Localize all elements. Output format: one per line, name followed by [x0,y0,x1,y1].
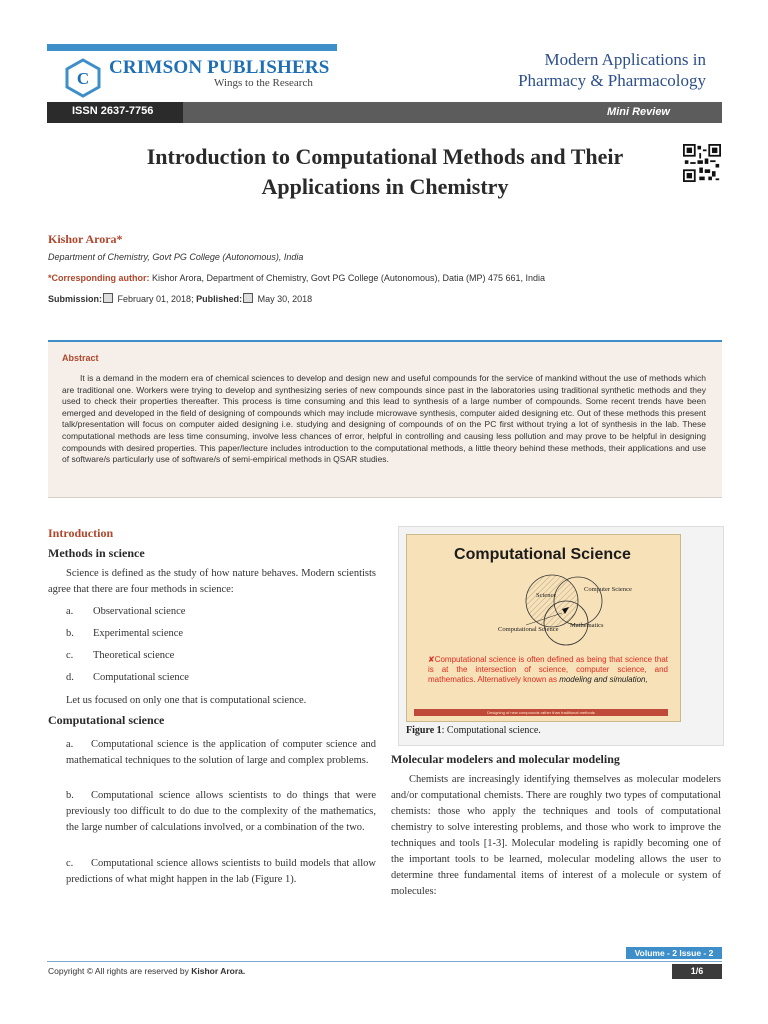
corresponding-author [48,273,545,283]
article-title [60,142,710,202]
venn-label: Computational Science [498,626,559,633]
author-affiliation: Department of Chemistry, Govt PG College (Autonomous), India [48,252,304,262]
molecular-modelers-heading: Molecular modelers and molecular modeling [391,752,620,766]
venn-diagram [496,573,636,653]
figure-description-emphasis: modeling and simulation, [559,675,648,684]
list-item [66,737,376,769]
corresponding-author-text: Kishor Arora, Department of Chemistry, Govt PG College (Autonomous), Datia (MP) 475 661, India [149,273,546,283]
list-item-text: Theoretical science [93,650,175,661]
list-marker: b. [66,628,74,639]
list-marker: a. [66,739,74,750]
list-marker: c. [66,858,74,869]
figure-title: Computational Science [454,546,631,563]
bullet-x-icon: ✘ [428,655,435,664]
copyright-author: Kishor Arora. [188,966,246,976]
list-item-text: Computational science allows scientists to do things that were previously too difficult to do due to the complexity of the mathematics, the large number of calculations involved, or a combination of the two. [66,790,376,833]
published-date: May 30, 2018 [255,294,313,304]
venn-label: Computer Science [584,586,632,593]
submission-date: February 01, 2018; [115,294,194,304]
list-item-text: Observational science [93,606,186,617]
venn-label: Science [536,592,557,599]
methods-heading: Methods in science [48,546,145,560]
journal-name [426,49,706,91]
list-item [66,628,183,639]
list-item [66,672,189,683]
publisher-name: CRIMSON PUBLISHERS [109,57,330,78]
abstract-heading: Abstract [62,353,99,363]
molecular-modelers-paragraph: Chemists are increasingly identifying themselves as molecular modelers and/or computational chemists. There are roughly two types of computational chemists: those who apply the techniques and tools of computational chemistry to solve interesting problems, and those who work to improve the techniques and tools [1-3]. Molecular modeling is rapidly becoming one of the important tools to be learned, molecular modeling allows the user to determine three fundamental items of interest of a molecule or system of molecules: [391,774,721,897]
journal-name-line1: Modern Applications in [544,50,706,69]
list-item-text: Computational science [93,672,189,683]
abstract-text: It is a demand in the modern era of chemical sciences to develop and design new and useful compounds for the service of mankind without the use of methods which are traditional one. Workers were trying to develop and synthesizing series of new compounds since past in the laboratories using traditional synthetic methods and they used to check their properties thereafter. This process is time consuming and this lead to synthesis of a large number of compounds. Some recent trends have been emerged and developed in the field of designing of compounds which may include microwave synthesis, computer aided designing etc. Out of these methods this present talk/presentation will focus on computer aided designing i.e. studying and designing of compounds of on the PC first without trying a lot of synthesis in the lab. These computational methods are less time consuming, involve less chances of error, helpful in controlling and causing less pollution and may prove to be helpful in designing compounds with desired properties. This paper/lecture includes introduction to the computational methods, a little theory behind these methods, their applications and use of software/s particularly use of software/s of semi-empirical methods in QSAR studies. [62,373,706,465]
figure-caption-label: Figure 1 [406,725,442,736]
copyright [48,966,245,976]
figure-description [428,655,668,685]
figure-strip-text: Designing of new compounds rather than traditional methods [487,710,595,715]
published-label: Published: [193,294,243,304]
list-marker: d. [66,672,74,683]
figure-description-text: Computational science is often defined as being that science that is at the intersection of science, computer science, and mathematics. Alternatively known as [428,655,668,684]
issn-label: ISSN 2637-7756 [72,105,154,117]
calendar-icon [243,293,253,303]
list-item [66,650,174,661]
venn-label: Mathematics [570,622,604,629]
svg-text:C: C [76,69,90,88]
qr-code-icon[interactable] [683,144,721,182]
list-item [66,788,376,836]
copyright-text: Copyright © All rights are reserved by [48,966,189,976]
list-item [66,856,376,888]
list-item-text: Experimental science [93,628,184,639]
publisher-tagline: Wings to the Research [214,77,313,89]
list-item [66,606,185,617]
figure-caption [406,725,541,736]
methods-paragraph: Science is defined as the study of how nature behaves. Modern scientists agree that there are four methods in science: [48,568,376,595]
author-name: Kishor Arora* [48,232,123,246]
list-marker: b. [66,790,74,801]
article-title-line2: Applications in Chemistry [261,174,509,199]
figure-caption-text: : Computational science. [441,725,541,736]
list-item-text: Computational science is the application of computer science and mathematical techniques to the solution of large and complex problems. [66,739,376,766]
header-accent-bar [47,44,337,51]
calendar-icon [103,293,113,303]
page-number: 1/6 [690,966,704,976]
list-marker: a. [66,606,74,617]
footer-divider [47,961,722,962]
article-type-label: Mini Review [607,106,670,118]
list-item-text: Computational science allows scientists to build models that allow predictions of what might happen in the lab (Figure 1). [66,858,376,885]
submission-label: Submission: [48,294,103,304]
introduction-heading: Introduction [48,526,114,540]
article-title-line1: Introduction to Computational Methods and Their [146,144,624,169]
computational-science-heading: Computational science [48,713,165,727]
journal-name-line2: Pharmacy & Pharmacology [518,71,706,90]
volume-label: Volume - 2 Issue - 2 [634,948,714,958]
submission-dates [48,293,312,304]
list-marker: c. [66,650,74,661]
corresponding-author-label: *Corresponding author: [48,273,150,283]
crimson-logo-icon [63,58,103,98]
focus-paragraph: Let us focused on only one that is computational science. [66,695,307,706]
